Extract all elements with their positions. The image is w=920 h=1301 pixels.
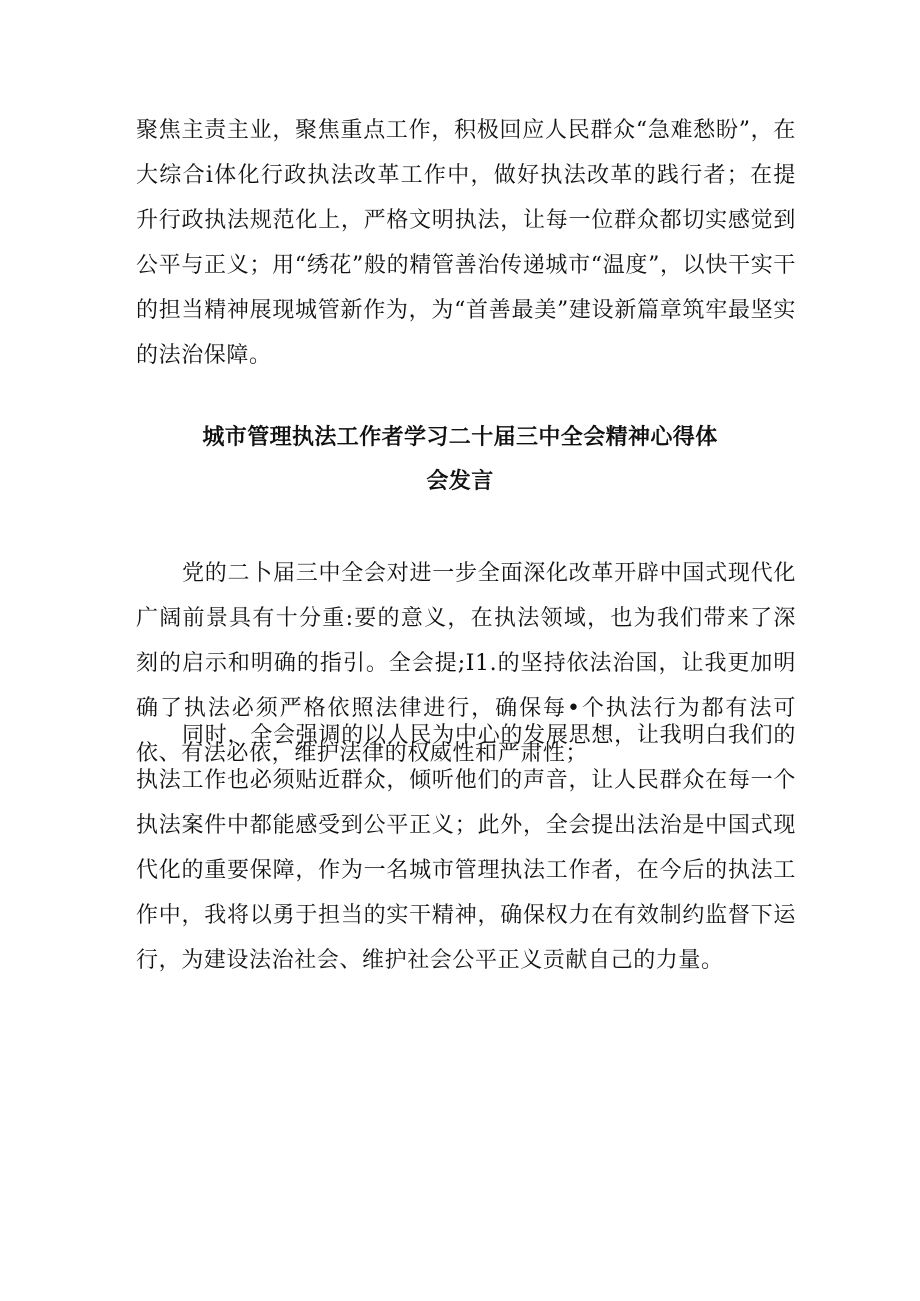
body-paragraph-3: 同时，全会强调的以人民为中心的发展思想，让我明白我们的执法工作也必须贴近群众，倾听他们的声音，让人民群众在每一个执法案件中都能感受到公平正义；此外，全会提出法治是中国式现代化的重要保障，作为一名城市管理执法工作者，在今后的执法工作中，我将以勇于担当的实干精神，确保权力在有效制约监督下运行，为建设法治社会、维护社会公平正义贡献自己的力量。 <box>136 723 796 973</box>
section-title-line-2: 会发言 <box>426 469 494 494</box>
body-paragraph-2: 党的二卜届三中全会对进一步全面深化改革开辟中国式现代化广阔前景具有十分重:要的意义，在执法领域，也为我们带来了深刻的启示和明确的指引。全会提;I1.的坚持依法治国，让我更加明确了执法必须严格依照法律进行，确保每•个执法行为都有法可依、有法必依，维护法律的权威性和严肃性； <box>136 561 796 766</box>
section-title-line-1: 城市管理执法工作者学习二十届三中全会精神心得体 <box>202 425 718 450</box>
body-paragraph-continued: 聚焦主责主业，聚焦重点工作，积极回应人民群众“急难愁盼”，在大综合i体化行政执法改革工作中，做好执法改革的践行者；在提升行政执法规范化上，严格文明执法，让每一位群众都切实感觉到公平与正义；用“绣花”般的精管善治传递城市“温度”，以快干实干的担当精神展现城管新作为，为“首善最美”建设新篇章筑牢最坚实的法治保障。 <box>136 118 796 368</box>
